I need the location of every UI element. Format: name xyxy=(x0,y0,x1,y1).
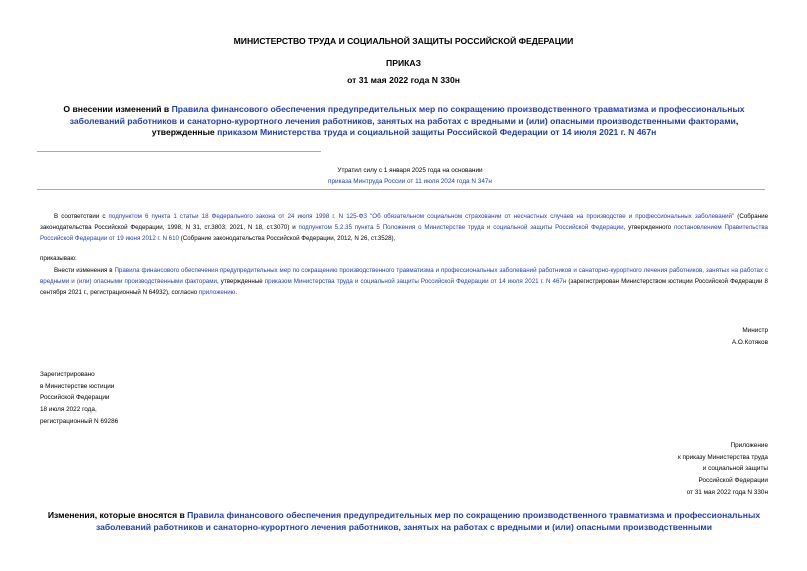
order-text-2: , утвержденные xyxy=(216,278,265,286)
changes-heading xyxy=(34,510,774,533)
title-prefix: О внесении изменений в xyxy=(63,104,172,114)
registration-line: Российской Федерации xyxy=(40,394,110,402)
divider-long xyxy=(37,189,765,190)
title-order-link[interactable]: приказом Министерства труда и социальной защиты Российской Федерации от 14 июля 2021 г. N 467н xyxy=(217,127,657,138)
signature-block xyxy=(600,325,768,349)
preamble-paragraph xyxy=(40,211,768,245)
registration-line: 18 июля 2022 года, xyxy=(40,406,97,414)
registration-line: в Министерстве юстиции xyxy=(40,382,115,390)
order-word: приказываю: xyxy=(40,255,77,262)
document-title xyxy=(40,104,768,139)
changes-rules-link[interactable]: Правила финансового обеспечения предупредительных мер по сокращению производственного травматизма и профессиональных заболеваний работников и санаторно-курортного лечения работников, занятых на работах с вредными и (или) опасными производственными xyxy=(95,510,761,532)
preamble-text-3: , утвержденного xyxy=(623,224,674,232)
appendix-line: Приложение xyxy=(730,442,768,449)
federal-law-link[interactable]: подпунктом 6 пункта 1 статьи 18 Федерального закона от 24 июля 1998 г. N 125-ФЗ "Об обязательном социальном страховании от несчастных случаев на производстве и профессиональных заболеваний" xyxy=(108,213,735,220)
title-middle: , утвержденные xyxy=(151,115,739,138)
expired-notice xyxy=(210,165,610,187)
order-paragraph xyxy=(40,265,768,299)
appendix-link[interactable]: приложению xyxy=(198,289,236,297)
appendix-line: и социальной защиты xyxy=(702,465,768,473)
registration-line: Зарегистрировано xyxy=(40,371,95,378)
appendix-line: от 31 мая 2022 года N 330н xyxy=(686,488,768,496)
changes-prefix: Изменения, которые вносятся в xyxy=(47,510,188,520)
registration-block xyxy=(40,369,240,428)
order-text-3: (зарегистрирован Министерством юстиции Российской Федерации 8 сентября 2021 г., регистрационный N 64932), согласно xyxy=(40,278,768,297)
order-467n-link[interactable]: приказом Министерства труда и социальной защиты Российской Федерации от 14 июля 2021 г. N 467н xyxy=(264,278,567,286)
order-text-4: . xyxy=(235,289,238,297)
signer-position: Министр xyxy=(742,327,768,334)
title-rules-link[interactable]: Правила финансового обеспечения предупредительных мер по сокращению производственного травматизма и профессиональных заболеваний работников и санаторно-курортного лечения работников, занятых на работах с вредными и (или) опасными производственными факторами xyxy=(69,104,745,126)
order-date: от 31 мая 2022 года N 330н xyxy=(347,75,460,85)
registration-line: регистрационный N 69286 xyxy=(40,417,119,425)
appendix-line: к приказу Министерства труда xyxy=(677,453,768,461)
signer-name: А.О.Котяков xyxy=(731,339,768,346)
order-rules-link[interactable]: Правила финансового обеспечения предупредительных мер по сокращению производственного травматизма и профессиональных заболеваний работников и санаторно-курортного лечения работников, занятых на работах с вредными и (или) опасными производственными факторами xyxy=(40,267,769,286)
preamble-text-1: В соответствии с xyxy=(54,213,109,220)
order-text-1: Внести изменения в xyxy=(54,267,115,274)
appendix-line: Российской Федерации xyxy=(698,477,768,485)
preamble-text-4: (Собрание законодательства Российской Федерации, 2012, N 26, ст.3528), xyxy=(178,235,396,243)
ministry-name: МИНИСТЕРСТВО ТРУДА И СОЦИАЛЬНОЙ ЗАЩИТЫ РОССИЙСКОЙ ФЕДЕРАЦИИ xyxy=(233,36,574,46)
divider-short xyxy=(37,151,321,152)
expired-order-link[interactable]: приказа Минтруда России от 11 июля 2024 года N 347н xyxy=(328,178,492,185)
government-decree-link[interactable]: постановлением Правительства Российской Федерации от 19 июня 2012 г. N 610 xyxy=(40,224,768,243)
appendix-block xyxy=(600,440,768,499)
preamble-text-2: (Собрание законодательства Российской Федерации, 1998, N 31, ст.3803; 2021, N 18, ст.3070) и xyxy=(40,213,769,232)
expired-text: Утратил силу с 1 января 2025 года на основании xyxy=(337,167,483,174)
order-heading: ПРИКАЗ xyxy=(386,58,421,68)
ministry-regulation-link[interactable]: подпунктом 5.2.35 пункта 5 Положения о Министерстве труда и социальной защиты Российской Федерации xyxy=(298,224,624,232)
